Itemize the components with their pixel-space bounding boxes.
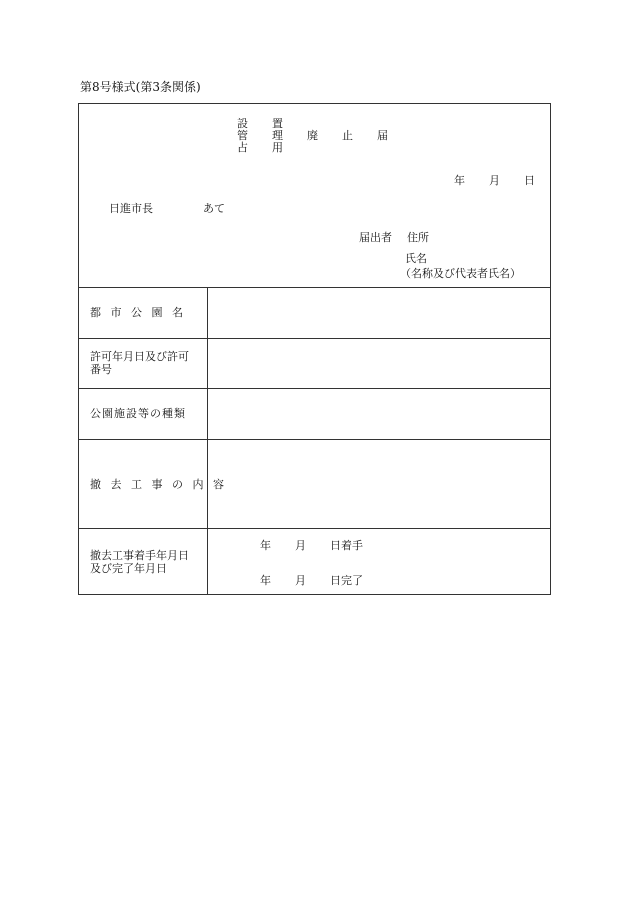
- end-suffix: 日完了: [330, 574, 363, 587]
- form-frame: [78, 103, 551, 595]
- title-char: 設: [237, 117, 248, 130]
- date-day: 日: [524, 174, 535, 187]
- addressee-suffix: あて: [203, 202, 225, 215]
- row-label-permit-line1: 許可年月日及び許可: [90, 350, 189, 363]
- divider-row-2: [78, 388, 551, 389]
- row-label-removal-dates-line1: 撤去工事着手年月日: [90, 549, 189, 562]
- start-suffix: 日着手: [330, 539, 363, 552]
- applicant-address-label: 住所: [407, 231, 429, 244]
- title-char: 管: [237, 129, 248, 142]
- date-year: 年: [454, 174, 465, 187]
- divider-header: [78, 287, 551, 288]
- addressee-name: 日進市長: [109, 202, 153, 215]
- row-label-park-name: 都 市 公 園 名: [90, 306, 186, 319]
- date-month: 月: [489, 174, 500, 187]
- row-label-removal-content: 撤 去 工 事 の 内 容: [90, 478, 227, 491]
- applicant-name-note: （名称及び代表者氏名）: [400, 267, 521, 280]
- divider-row-3: [78, 439, 551, 440]
- start-month: 月: [295, 539, 306, 552]
- row-label-permit-line2: 番号: [90, 363, 112, 376]
- title-char: 占: [237, 141, 248, 154]
- title-char: 廃: [307, 129, 318, 142]
- divider-row-1: [78, 338, 551, 339]
- form-number: 第8号様式(第3条関係): [80, 80, 201, 94]
- title-char: 置: [272, 117, 283, 130]
- applicant-label: 届出者: [359, 231, 392, 244]
- row-label-facility-type: 公園施設等の種類: [90, 407, 186, 420]
- start-year: 年: [260, 539, 271, 552]
- title-char: 届: [377, 129, 388, 142]
- title-char: 止: [342, 129, 353, 142]
- applicant-name-label: 氏名: [405, 252, 427, 265]
- end-year: 年: [260, 574, 271, 587]
- column-divider: [207, 287, 208, 595]
- divider-row-4: [78, 528, 551, 529]
- title-char: 用: [272, 141, 283, 154]
- row-label-removal-dates-line2: 及び完了年月日: [90, 562, 167, 575]
- title-char: 理: [272, 129, 283, 142]
- end-month: 月: [295, 574, 306, 587]
